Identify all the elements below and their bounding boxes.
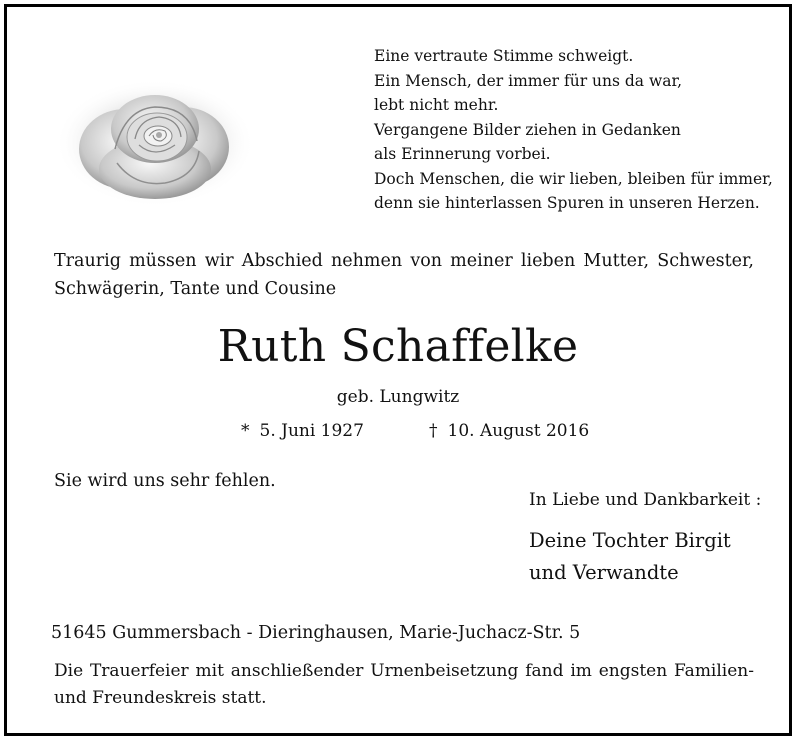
birth-star-icon: * xyxy=(241,421,250,441)
family-line: Deine Tochter Birgit xyxy=(529,529,731,552)
poem xyxy=(374,44,773,216)
family-signature xyxy=(529,525,731,589)
poem-line: Ein Mensch, der immer für uns da war, xyxy=(374,71,683,90)
obituary-notice xyxy=(4,4,792,736)
poem-line: lebt nicht mehr. xyxy=(374,96,499,114)
death-date: 10. August 2016 xyxy=(447,421,590,441)
birth-date-row xyxy=(241,419,364,443)
poem-line: als Erinnerung vorbei. xyxy=(374,145,551,163)
birth-date: 5. Juni 1927 xyxy=(259,421,364,441)
ceremony-text: Die Trauerfeier mit anschließender Urnenbeisetzung fand im engsten Familien- und Freundeskreis statt. xyxy=(54,661,754,708)
birth-name: geb. Lungwitz xyxy=(336,387,460,407)
rose-image xyxy=(55,79,255,207)
deceased-name: Ruth Schaffelke xyxy=(217,321,579,372)
missed-text: Sie wird uns sehr fehlen. xyxy=(54,471,276,491)
address: 51645 Gummersbach - Dieringhausen, Marie-Juchacz-Str. 5 xyxy=(51,623,581,643)
family-line: und Verwandte xyxy=(529,561,679,584)
thanks-text: In Liebe und Dankbarkeit : xyxy=(529,490,762,510)
poem-line: Doch Menschen, die wir lieben, bleiben für immer, xyxy=(374,169,773,188)
poem-line: Eine vertraute Stimme schweigt. xyxy=(374,47,634,65)
intro-text: Traurig müssen wir Abschied nehmen von meiner lieben Mutter, Schwester, Schwägerin, Tante und Cousine xyxy=(54,251,754,299)
death-cross-icon: † xyxy=(429,421,438,441)
poem-line: denn sie hinterlassen Spuren in unseren Herzen. xyxy=(374,194,760,212)
poem-line: Vergangene Bilder ziehen in Gedanken xyxy=(374,120,681,139)
death-date-row xyxy=(429,419,589,443)
